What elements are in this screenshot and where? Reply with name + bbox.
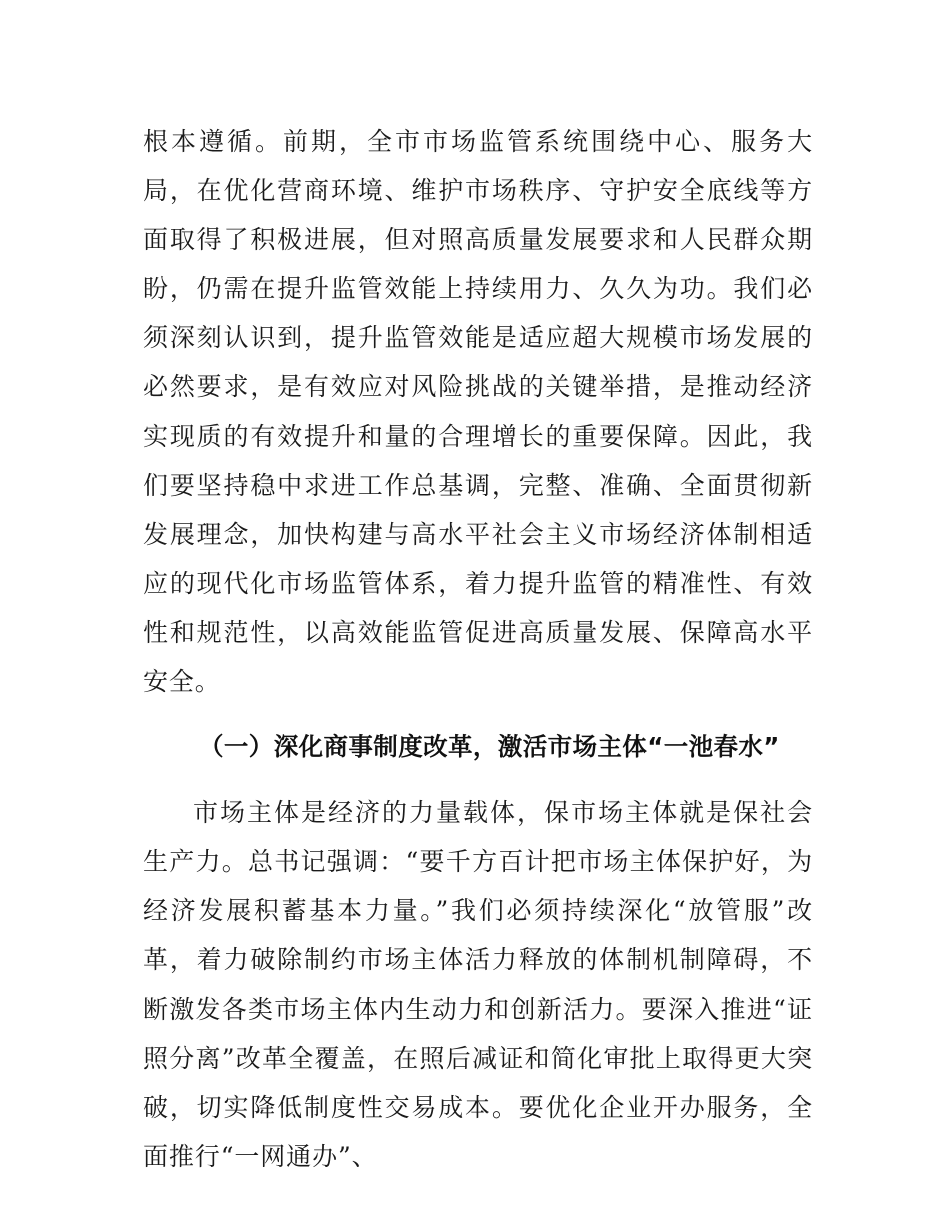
section-heading: （一）深化商事制度改革，激活市场主体“一池春水” bbox=[199, 732, 780, 762]
document-body bbox=[143, 117, 813, 1181]
body-paragraph: 根本遵循。前期，全市市场监管系统围绕中心、服务大局，在优化营商环境、维护市场秩序、守护安全底线等方面取得了积极进展，但对照高质量发展要求和人民群众期盼，仍需在提升监管效能上持续用力、久久为功。我们必须深刻认识到，提升监管效能是适应超大规模市场发展的必然要求，是有效应对风险挑战的关键举措，是推动经济实现质的有效提升和量的合理增长的重要保障。因此，我们要坚持稳中求进工作总基调，完整、准确、全面贯彻新发展理念，加快构建与高水平社会主义市场经济体制相适应的现代化市场监管体系，着力提升监管的精准性、有效性和规范性，以高效能监管促进高质量发展、保障高水平安全。 bbox=[143, 127, 813, 697]
section-paragraph: 市场主体是经济的力量载体，保市场主体就是保社会生产力。总书记强调：“要千方百计把市场主体保护好，为经济发展积蓄基本力量。”我们必须持续深化“放管服”改革，着力破除制约市场主体活力释放的体制机制障碍，不断激发各类市场主体内生动力和创新活力。要深入推进“证照分离”改革全覆盖，在照后减证和简化审批上取得更大突破，切实降低制度性交易成本。要优化企业开办服务，全面推行“一网通办”、 bbox=[143, 798, 813, 1171]
